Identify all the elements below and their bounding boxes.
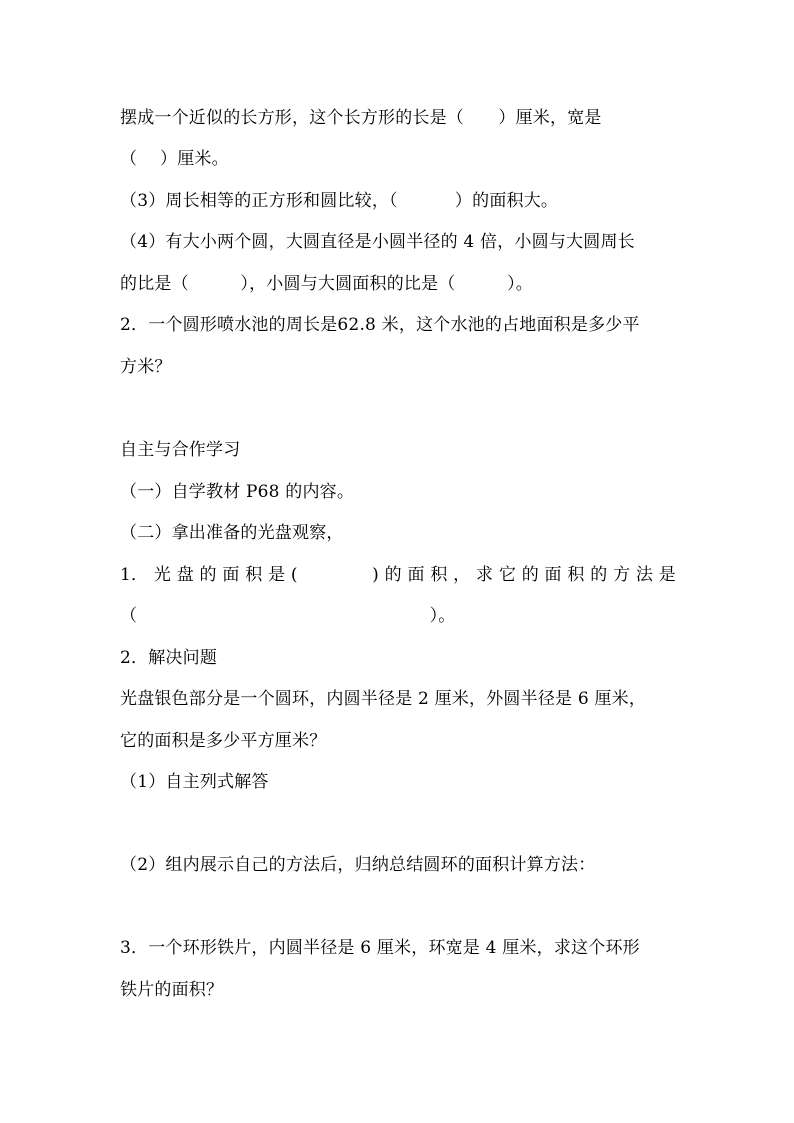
text-line: （2）组内展示自己的方法后，归纳总结圆环的面积计算方法：	[120, 855, 596, 875]
text-line: 光盘银色部分是一个圆环，内圆半径是 2 厘米，外圆半径是 6 厘米，	[120, 689, 647, 709]
text-line: 2．解决问题	[120, 648, 218, 668]
text-line: （3）周长相等的正方形和圆比较，（ ）的面积大。	[120, 191, 559, 211]
text-fragment: 求	[476, 565, 494, 585]
section-heading: 自主与合作学习	[120, 440, 241, 460]
text-fragment: ( )	[290, 565, 379, 585]
text-fragment: 面	[222, 565, 240, 585]
text-line: 铁片的面积？	[120, 980, 224, 1000]
text-fragment: 的	[521, 565, 539, 585]
text-fragment: 的	[384, 565, 402, 585]
text-fragment: 光	[153, 565, 172, 585]
text-fragment: 1．	[120, 565, 149, 585]
text-fragment: 积	[430, 565, 448, 585]
text-line: 方米？	[120, 357, 172, 377]
question-3: 3．一个环形铁片，内圆半径是 6 厘米，环宽是 4 厘米，求这个环形	[120, 938, 640, 958]
text-fragment: 面	[407, 565, 425, 585]
question-2: 2．一个圆形喷水池的周长是62.8 米，这个水池的占地面积是多少平	[120, 315, 640, 335]
text-line: （ ）。	[120, 606, 456, 626]
text-line: （4）有大小两个圆，大圆直径是小圆半径的 4 倍，小圆与大圆周长	[120, 232, 635, 252]
text-line: 它的面积是多少平方厘米？	[120, 731, 327, 751]
text-fragment: 的	[590, 565, 608, 585]
text-fragment: 积	[567, 565, 585, 585]
text-line: （二）拿出准备的光盘观察，	[120, 523, 344, 543]
text-line: （1）自主列式解答	[120, 772, 269, 792]
text-fragment: 的	[199, 565, 217, 585]
text-fragment: 是	[268, 565, 286, 585]
text-fragment: 积	[245, 565, 263, 585]
text-fragment: 盘	[176, 565, 194, 585]
text-fragment: 它	[498, 565, 517, 585]
text-fragment: 法	[635, 565, 654, 585]
text-fragment: 方	[613, 565, 631, 585]
text-line: 的比是（ ），小圆与大圆面积的比是（ ）。	[120, 274, 533, 294]
text-line: （一）自学教材 P68 的内容。	[120, 482, 355, 502]
text-line: 摆成一个近似的长方形，这个长方形的长是（ ）厘米，宽是	[120, 108, 602, 128]
question-1-line	[120, 563, 676, 587]
text-line: （ ）厘米。	[120, 149, 229, 169]
text-fragment: ，	[453, 565, 471, 585]
text-fragment: 面	[544, 565, 562, 585]
text-fragment: 是	[658, 565, 676, 585]
